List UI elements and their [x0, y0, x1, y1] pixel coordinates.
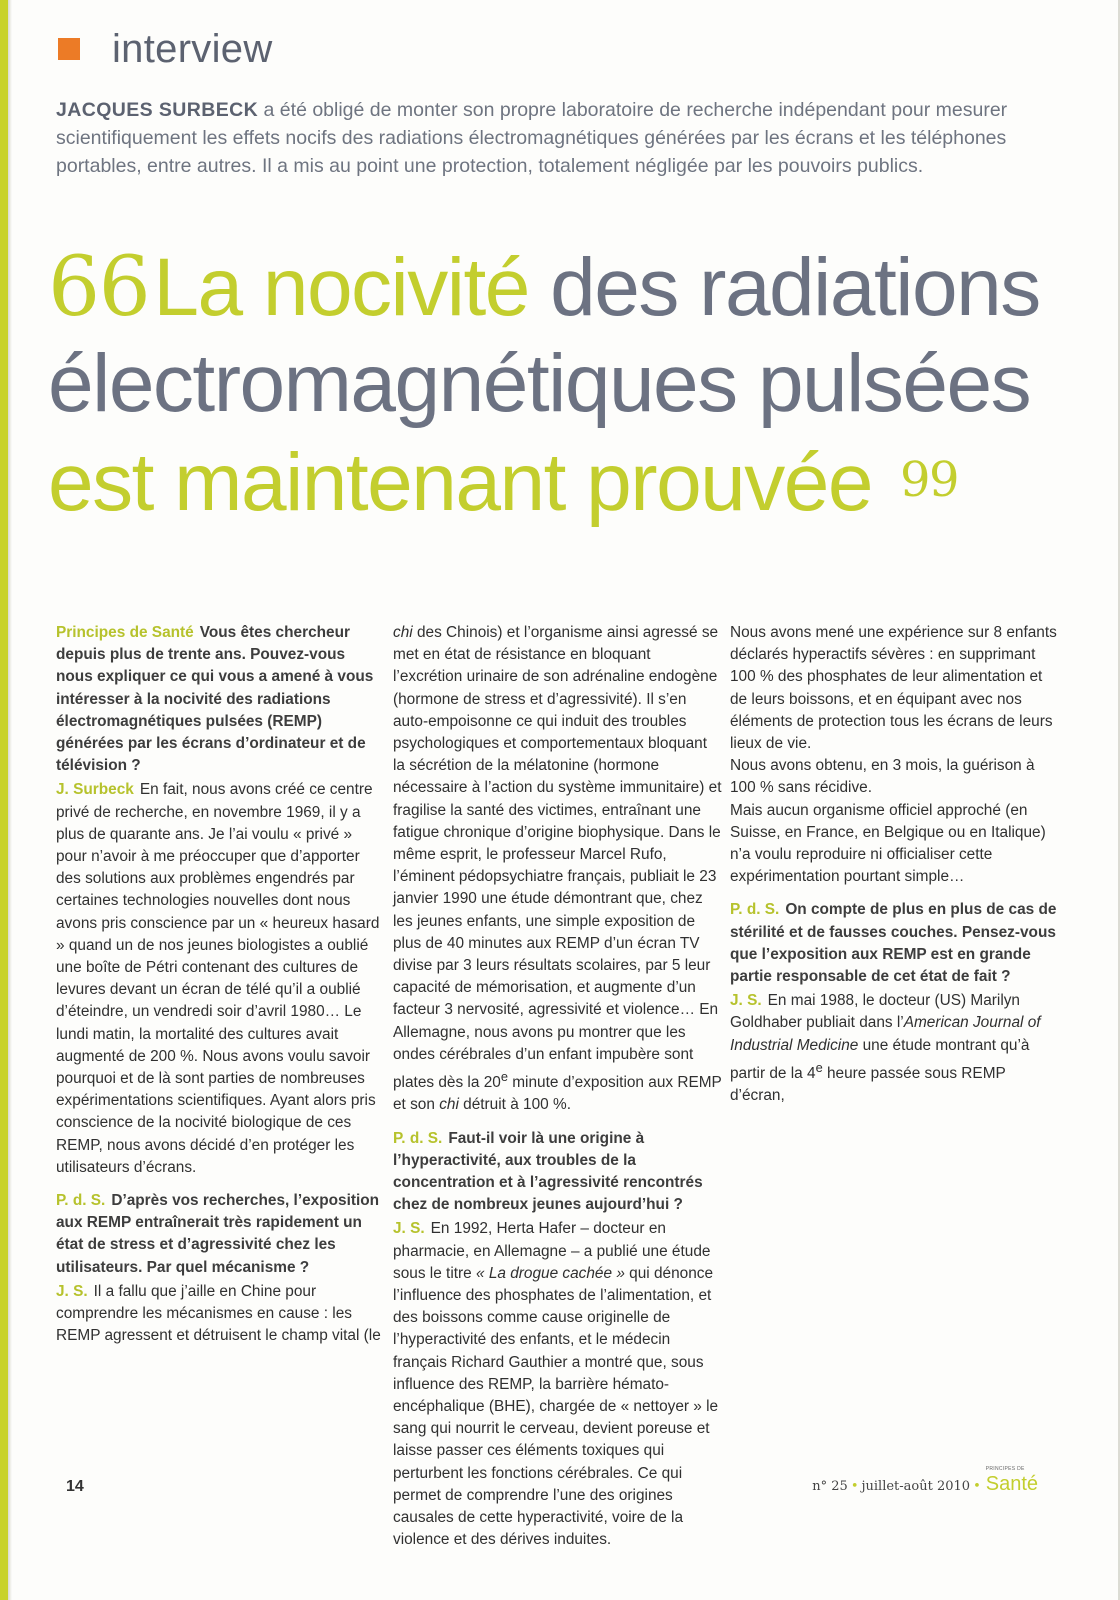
- section-rubric: [58, 24, 273, 74]
- question-text: D’après vos recherches, l’exposition aux REMP entraînerait très rapidement un état de stress et d’agressivité chez les utilisateurs. Par quel mécanisme ?: [56, 1192, 380, 1276]
- book-title: « La drogue cachée »: [475, 1264, 625, 1282]
- article-column-2: [393, 622, 723, 1553]
- question-3: [393, 1128, 723, 1217]
- answer-text: heure passée sous REMP d’écran,: [730, 1064, 1006, 1105]
- answer-1: [56, 779, 386, 1179]
- question-1: [56, 622, 386, 777]
- answer-text: Nous avons mené une expérience sur 8 enfants déclarés hyperactifs sévères : en supprimant 100 % des phosphates de leur alimentation et de leurs boissons, et en équipant avec nos éléments de protection tous les écrans de leurs lieux de vie.: [730, 624, 1057, 753]
- intro-name: JACQUES SURBECK: [56, 99, 259, 121]
- orange-square-icon: [58, 38, 80, 60]
- headline: [48, 240, 1098, 531]
- logo-small-text: PRINCIPES DE: [985, 1466, 1025, 1472]
- article-column-3: [730, 622, 1060, 1109]
- page-number: 14: [66, 1478, 84, 1495]
- answer-text: Nous avons obtenu, en 3 mois, la guérison à 100 % sans récidive.: [730, 757, 1035, 797]
- speaker-label: J. S.: [56, 1282, 88, 1300]
- rubric-label: interview: [112, 26, 273, 71]
- bullet-separator: •: [850, 1479, 859, 1494]
- answer-text: des Chinois) et l’organisme ainsi agressé se met en état de résistance en bloquant l’excrétion urinaire de son adrénaline endogène (hormone de stress et d’agressivité). Il s’en auto-empoisonne ce qui induit des troubles psychologiques et comportementaux bloquant la sécrétion de la mélatonine (hormone nécessaire à l’action du système immunitaire) et fragilise la santé des victimes, entraînant une fatigue chronique d’origine biophysique. Dans le même esprit, le professeur Marcel Rufo, l’éminent pédopsychiatre français, publiait le 23 janvier 1990 une étude démontrant que, chez les jeunes enfants, une simple exposition de plus de 40 minutes aux REMP d’un écran TV divise par 3 leurs résultats scolaires, par 5 leur capacité de mémorisation, et augmente d’un facteur 3 nervosité, agressivité et violence… En Allemagne, nous avons pu montrer que les ondes cérébrales d’un enfant impubère sont plates dès la 20: [393, 624, 722, 1092]
- answer-3-continued: [730, 622, 1060, 888]
- journal-title: American Journal of Industrial Medicine: [730, 1014, 1041, 1054]
- answer-2-start: [56, 1281, 386, 1348]
- headline-lime-1: La nocivité: [153, 242, 529, 333]
- answer-text: minute d’exposition aux REMP et son: [393, 1074, 722, 1114]
- answer-4: [730, 990, 1060, 1107]
- open-quote-mark: 66: [48, 240, 150, 335]
- answer-text: En 1992, Herta Hafer – docteur en pharmacie, en Allemagne – a publié une étude sous le titre: [393, 1220, 711, 1282]
- speaker-label: J. S.: [393, 1220, 425, 1238]
- logo-main-text: Santé: [985, 1473, 1038, 1495]
- headline-line-1: [48, 240, 1098, 336]
- question-text: Faut-il voir là une origine à l’hyperactivité, aux troubles de la concentration et à l’agressivité rencontrés chez de nombreux jeunes aujourd’hui ?: [393, 1129, 703, 1214]
- question-2: [56, 1190, 386, 1279]
- chi-term: chi: [393, 624, 413, 641]
- issue-info: [812, 1466, 1038, 1495]
- intro-paragraph: [56, 96, 1066, 180]
- speaker-label: Principes de Santé: [56, 624, 194, 641]
- answer-2-continued: [393, 622, 723, 1117]
- speaker-label: P. d. S.: [730, 901, 780, 919]
- headline-line-2: électromagnétiques pulsées: [48, 338, 1031, 429]
- speaker-label: P. d. S.: [56, 1192, 106, 1210]
- superscript: e: [815, 1059, 823, 1075]
- chi-term: chi: [439, 1096, 459, 1114]
- speaker-label: J. Surbeck: [56, 781, 134, 799]
- answer-text: détruit à 100 %.: [458, 1096, 571, 1114]
- answer-text: En fait, nous avons créé ce centre privé de recherche, en novembre 1969, il y a plus de quarante ans. Je l’ai voulu « privé » pour n’avoir à me préoccuper que d’apporter des solutions aux problèmes engendrés par certaines technologies nouvelles dont nous avons pris conscience par un « heureux hasard » quand un de nos jeunes biologistes a oublié une boîte de Pétri contenant des cultures de levures devant un écran de télé qu’il a oublié d’éteindre, un vendredi soir d’avril 1980… Le lundi matin, la mortalité des cultures avait augmenté de 200 %. Nous avons voulu savoir pourquoi et de là sont parties de nombreuses expérimentations scientifiques. Ayant alors pris conscience de la nocivité biologique de ces REMP, nous avons décidé d’en protéger les utilisateurs d’écrans.: [56, 781, 380, 1176]
- question-4: [730, 899, 1060, 988]
- question-text: On compte de plus en plus de cas de stérilité et de fausses couches. Pensez-vous que l’exposition aux REMP est en grande partie responsable de cet état de fait ?: [730, 901, 1057, 986]
- question-text: Vous êtes chercheur depuis plus de trente ans. Pouvez-vous nous expliquer ce qui vous a amené à vous intéresser à la nocivité des radiations électromagnétiques pulsées (REMP) générées par les écrans d’ordinateur et de télévision ?: [56, 624, 374, 775]
- headline-grey-1: des radiations: [528, 242, 1040, 333]
- left-green-edge: [0, 0, 8, 1600]
- answer-text: qui dénonce l’influence des phosphates de l’alimentation, et des boissons comme cause originelle de l’hyperactivité des enfants, et le médecin français Richard Gauthier a montré que, sous influence des REMP, la barrière hémato-encéphalique (BHE), chargée de « nettoyer » le sang qui nourrit le cerveau, devient poreuse et laisse passer ces éléments toxiques qui perturbent les fonctions cérébrales. Ce qui permet de comprendre l’une des origines causales de cette hyperactivité, voire de la violence et des dérives induites.: [393, 1264, 719, 1549]
- answer-text: Mais aucun organisme officiel approché (en Suisse, en France, en Belgique ou en Italique) n’a voulu reproduire ni officialiser cette expérimentation pourtant simple…: [730, 801, 1046, 886]
- page-footer: [58, 1466, 1038, 1504]
- answer-text: une étude montrant qu’à partir de la 4: [730, 1036, 1030, 1082]
- headline-lime-2: est maintenant prouvée: [48, 437, 872, 528]
- superscript: e: [500, 1069, 508, 1085]
- issue-number: n° 25: [812, 1479, 848, 1494]
- close-quote-mark: 99: [900, 452, 959, 508]
- bullet-separator: •: [973, 1479, 981, 1494]
- answer-text: Il a fallu que j’aille en Chine pour comprendre les mécanismes en cause : les REMP agressent et détruisent le champ vital (le: [56, 1282, 381, 1345]
- speaker-label: J. S.: [730, 992, 762, 1010]
- headline-line-3: [48, 432, 1098, 531]
- intro-text: a été obligé de monter son propre laboratoire de recherche indépendant pour mesurer scientifiquement les effets nocifs des radiations électromagnétiques générées par les écrans et les téléphones portables, entre autres. Il a mis au point une protection, totalement négligée par les pouvoirs publics.: [56, 99, 1008, 177]
- magazine-logo: [985, 1466, 1038, 1495]
- page-fold-shadow: [8, 0, 12, 1600]
- issue-date: juillet-août 2010: [861, 1479, 971, 1494]
- article-column-1: [56, 622, 386, 1350]
- answer-text: En mai 1988, le docteur (US) Marilyn Goldhaber publiait dans l’: [730, 992, 1020, 1032]
- speaker-label: P. d. S.: [393, 1129, 443, 1147]
